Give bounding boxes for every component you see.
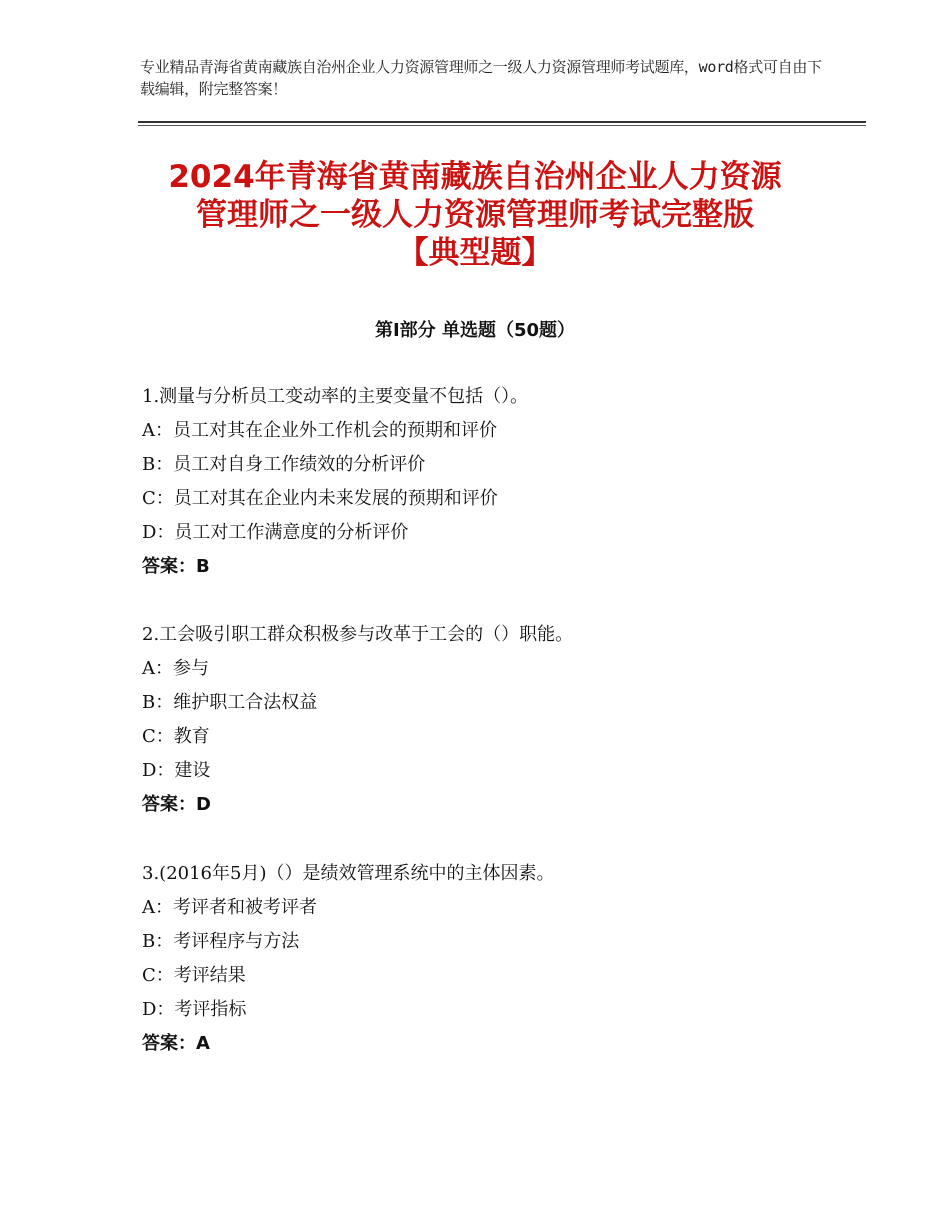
option-c: C：教育 <box>142 726 210 747</box>
answer-label: 答案：B <box>142 556 210 577</box>
option-a: A：员工对其在企业外工作机会的预期和评价 <box>142 420 497 441</box>
answer-label: 答案：D <box>142 794 211 815</box>
option-d: D：员工对工作满意度的分析评价 <box>142 522 409 543</box>
option-c: C：考评结果 <box>142 965 246 986</box>
title-line-2: 管理师之一级人力资源管理师考试完整版 <box>196 197 754 233</box>
option-a: A：考评者和被考评者 <box>142 897 317 918</box>
question-1 <box>142 380 862 584</box>
question-stem: 1.测量与分析员工变动率的主要变量不包括（）。 <box>142 386 529 407</box>
header-note: 专业精品青海省黄南藏族自治州企业人力资源管理师之一级人力资源管理师考试题库，word格式可自由下载编辑，附完整答案！ <box>140 58 822 98</box>
question-stem: 2.工会吸引职工群众积极参与改革于工会的（）职能。 <box>142 624 574 645</box>
question-stem: 3.(2016年5月)（）是绩效管理系统中的主体因素。 <box>142 863 555 884</box>
question-2 <box>142 618 862 822</box>
section-title: 第Ⅰ部分 单选题（50题） <box>374 320 575 341</box>
option-a: A：参与 <box>142 658 209 679</box>
header-divider-thin <box>138 125 866 126</box>
header-divider-thick <box>138 121 866 123</box>
title-line-1: 2024年青海省黄南藏族自治州企业人力资源 <box>168 159 782 195</box>
question-3 <box>142 857 862 1061</box>
option-d: D：建设 <box>142 760 211 781</box>
option-b: B：员工对自身工作绩效的分析评价 <box>142 454 426 475</box>
option-c: C：员工对其在企业内未来发展的预期和评价 <box>142 488 498 509</box>
document-title <box>120 158 830 272</box>
title-line-3: 【典型题】 <box>397 235 553 271</box>
answer-label: 答案：A <box>142 1033 210 1054</box>
option-b: B：维护职工合法权益 <box>142 692 318 713</box>
option-b: B：考评程序与方法 <box>142 931 300 952</box>
option-d: D：考评指标 <box>142 999 247 1020</box>
